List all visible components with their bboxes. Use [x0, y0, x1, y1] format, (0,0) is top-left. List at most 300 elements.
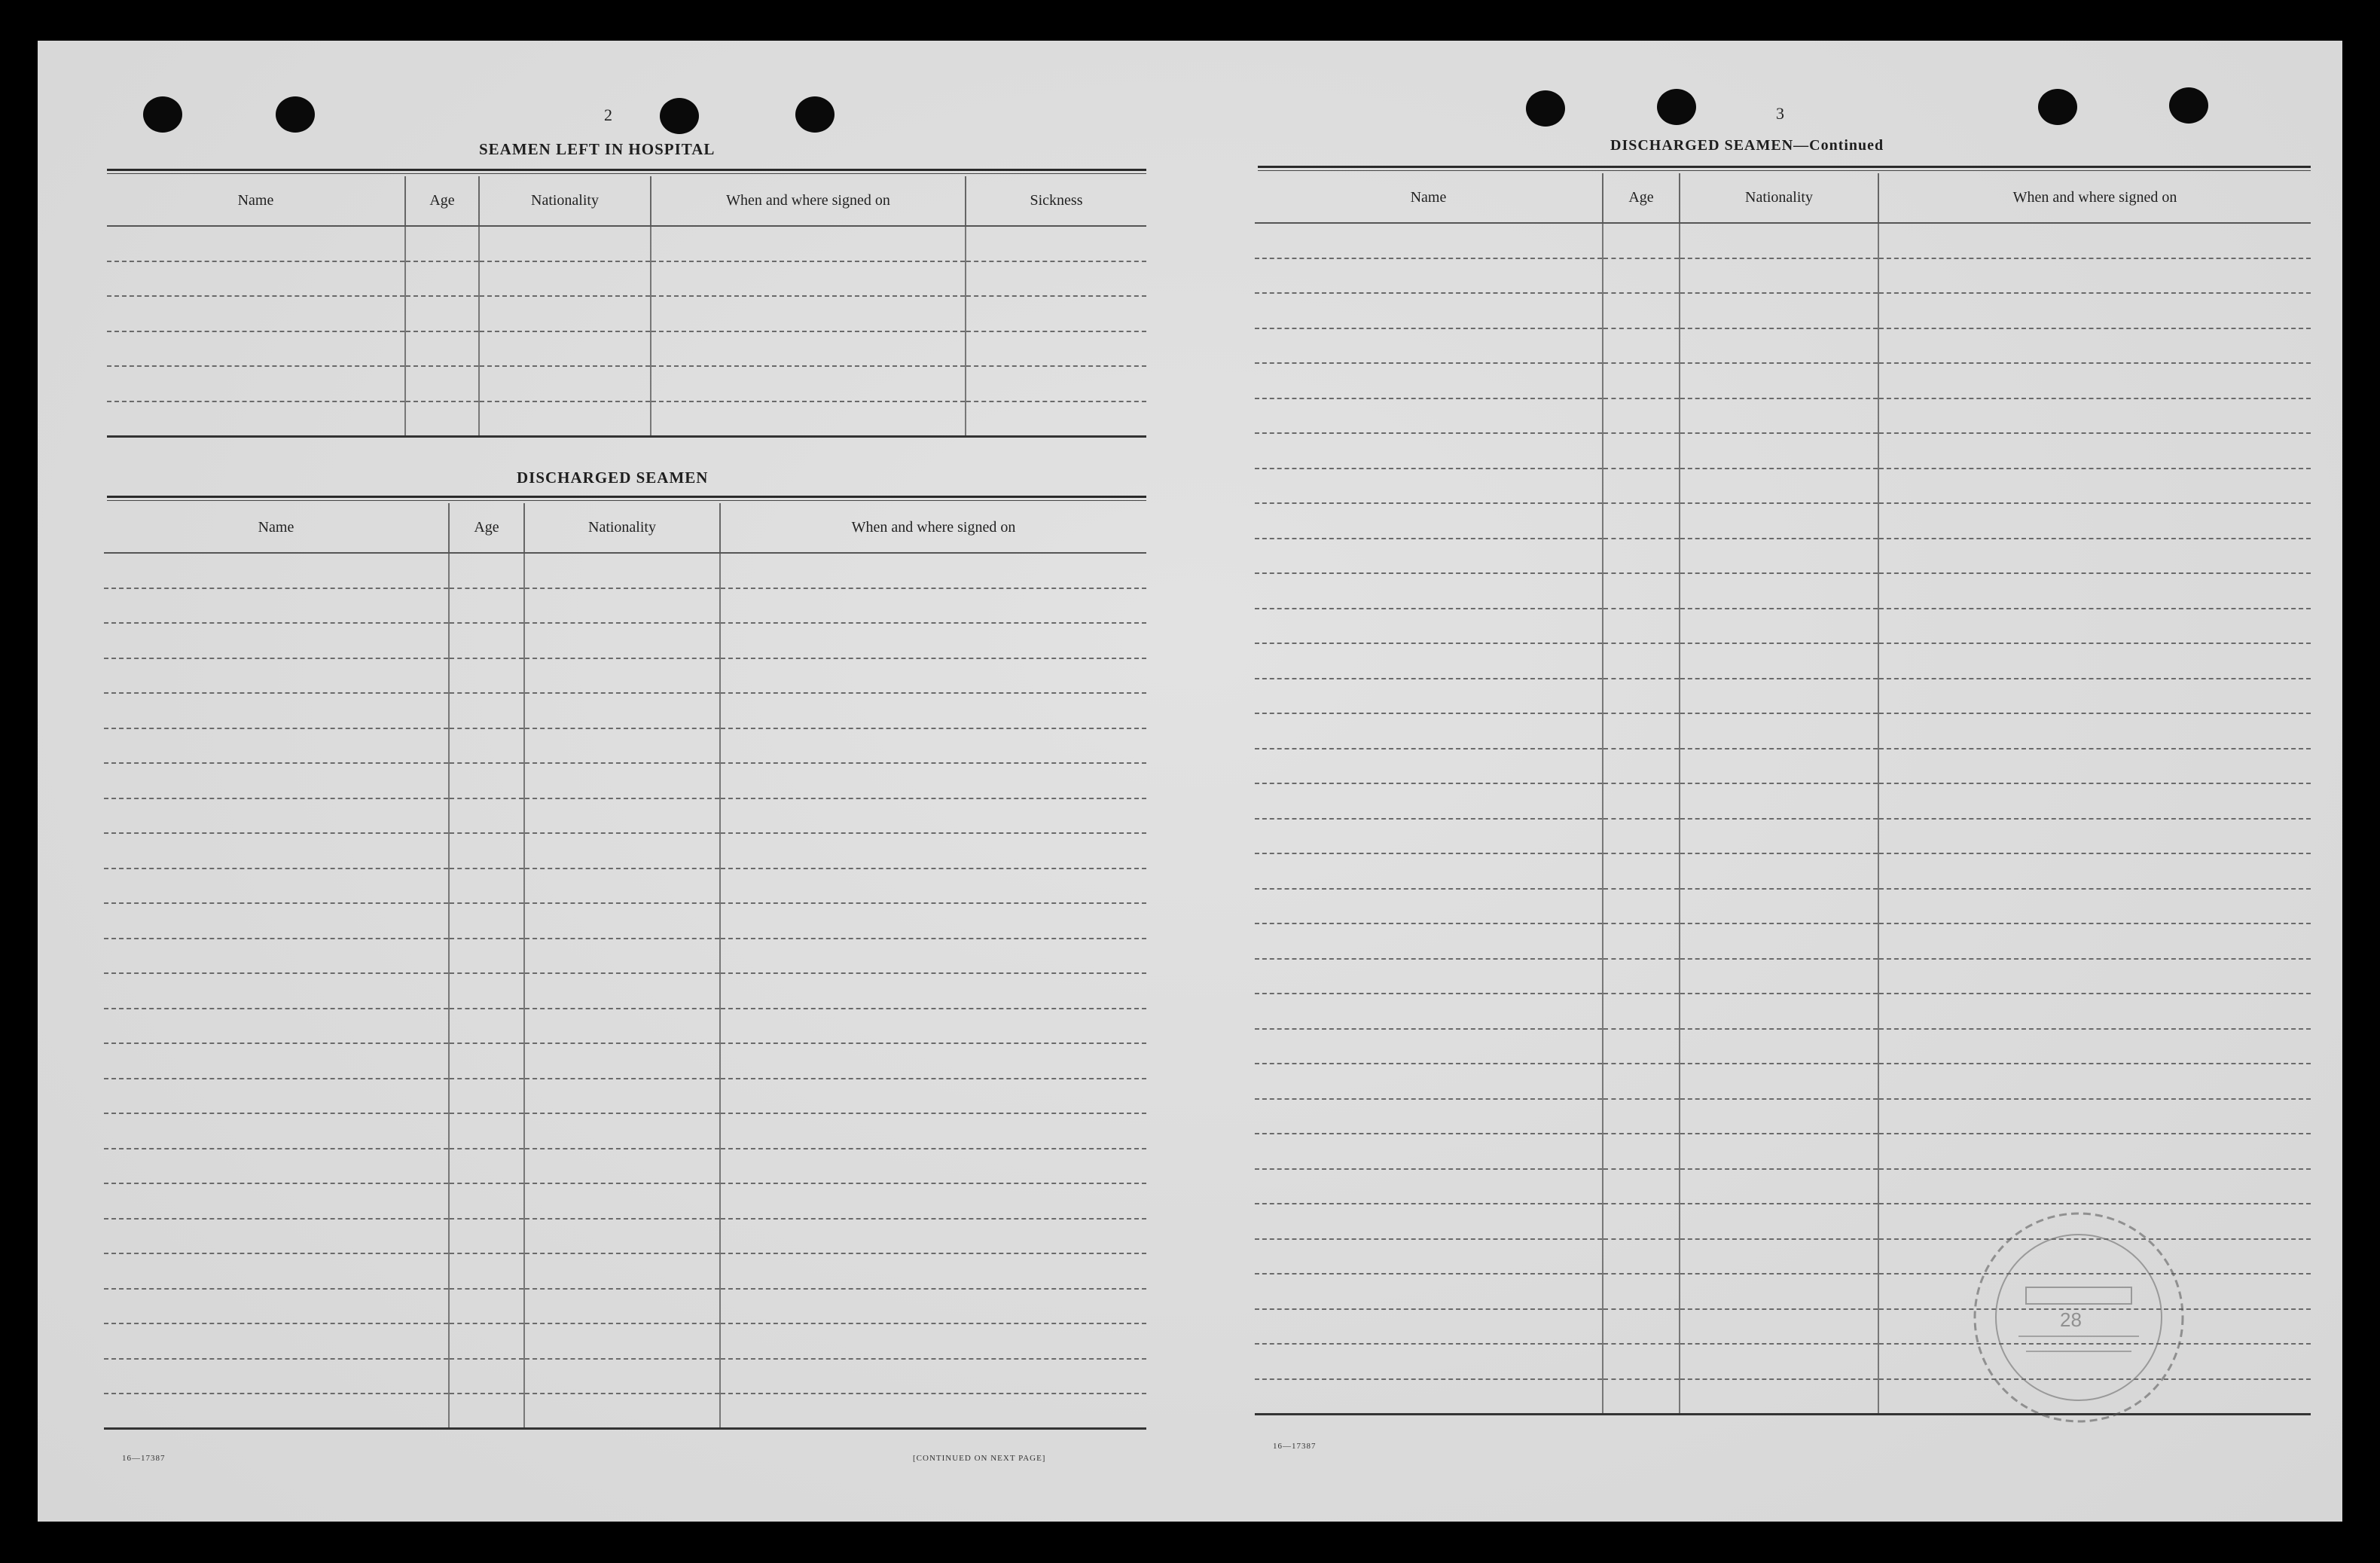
table-cell — [1680, 1344, 1878, 1379]
table-cell — [524, 588, 720, 624]
table-cell — [104, 833, 449, 869]
table-cell — [1255, 1099, 1603, 1134]
table-cell — [966, 401, 1146, 437]
table-cell — [1680, 713, 1878, 749]
table-cell — [720, 1394, 1146, 1429]
table-cell — [1603, 959, 1680, 994]
table-cell — [1680, 923, 1878, 959]
table-row — [107, 261, 1146, 297]
table-cell — [1878, 819, 2311, 854]
table-row — [104, 869, 1146, 904]
table-cell — [1255, 1344, 1603, 1379]
table-row — [1255, 293, 2311, 328]
table-cell — [1878, 1134, 2311, 1169]
table-row — [104, 693, 1146, 728]
table-cell — [1603, 293, 1680, 328]
table-row — [1255, 609, 2311, 644]
table-cell — [524, 763, 720, 798]
column-header-nationality: Nationality — [479, 176, 651, 226]
table-cell — [449, 1219, 524, 1254]
table-row — [104, 833, 1146, 869]
table-row — [1255, 713, 2311, 749]
table-cell — [449, 973, 524, 1009]
table-cell — [720, 1323, 1146, 1359]
table-cell — [1603, 609, 1680, 644]
table-cell — [1255, 1309, 1603, 1345]
table-cell — [524, 553, 720, 588]
table-row — [1255, 469, 2311, 504]
column-header-age: Age — [1603, 173, 1680, 223]
table-row — [1255, 1169, 2311, 1204]
table-cell — [1255, 433, 1603, 469]
table-cell — [1878, 1099, 2311, 1134]
table-cell — [449, 1323, 524, 1359]
table-row — [107, 401, 1146, 437]
table-cell — [524, 1253, 720, 1289]
table-cell — [1255, 1169, 1603, 1204]
table-row — [104, 1219, 1146, 1254]
table-cell — [1603, 503, 1680, 539]
hospital-rows — [107, 226, 1146, 436]
table-row — [1255, 223, 2311, 258]
table-cell — [104, 1289, 449, 1324]
table-cell — [1255, 328, 1603, 364]
table-cell — [1603, 679, 1680, 714]
table-cell — [720, 658, 1146, 694]
table-cell — [1603, 819, 1680, 854]
table-cell — [966, 296, 1146, 331]
hospital-table — [107, 176, 1146, 438]
table-cell — [104, 1323, 449, 1359]
table-cell — [1603, 1204, 1680, 1239]
table-cell — [104, 1079, 449, 1114]
title-rule — [107, 169, 1146, 174]
table-cell — [1680, 853, 1878, 889]
table-row — [104, 939, 1146, 974]
table-cell — [1680, 749, 1878, 784]
table-cell — [104, 1009, 449, 1044]
table-row — [1255, 363, 2311, 398]
table-row — [1255, 819, 2311, 854]
table-cell — [1680, 1099, 1878, 1134]
punch-hole — [2038, 89, 2077, 125]
page-number: 2 — [604, 105, 612, 124]
table-cell — [107, 261, 405, 297]
table-cell — [1680, 1204, 1878, 1239]
table-cell — [966, 366, 1146, 401]
table-cell — [1878, 853, 2311, 889]
table-row — [1255, 328, 2311, 364]
table-row — [104, 1079, 1146, 1114]
table-row — [104, 763, 1146, 798]
table-cell — [1603, 1029, 1680, 1064]
table-cell — [107, 331, 405, 367]
table-cell — [524, 693, 720, 728]
table-cell — [524, 728, 720, 764]
table-cell — [449, 553, 524, 588]
table-cell — [720, 693, 1146, 728]
table-cell — [1603, 1309, 1680, 1345]
table-cell — [1680, 1134, 1878, 1169]
table-cell — [1603, 539, 1680, 574]
title-rule — [1258, 166, 2311, 171]
punch-hole — [795, 96, 835, 133]
table-cell — [449, 658, 524, 694]
table-cell — [1680, 258, 1878, 294]
table-row — [104, 1009, 1146, 1044]
table-cell — [1680, 819, 1878, 854]
table-cell — [1603, 223, 1680, 258]
table-cell — [524, 1043, 720, 1079]
table-row — [1255, 503, 2311, 539]
column-header-age: Age — [449, 503, 524, 553]
table-cell — [104, 1043, 449, 1079]
table-cell — [449, 693, 524, 728]
table-cell — [720, 1079, 1146, 1114]
table-cell — [1680, 643, 1878, 679]
table-cell — [104, 1149, 449, 1184]
table-cell — [1603, 923, 1680, 959]
column-header-signed-on: When and where signed on — [720, 503, 1146, 553]
table-cell — [104, 658, 449, 694]
table-cell — [720, 869, 1146, 904]
table-cell — [524, 869, 720, 904]
table-cell — [1603, 433, 1680, 469]
table-cell — [1680, 398, 1878, 434]
table-cell — [1603, 398, 1680, 434]
table-cell — [1878, 503, 2311, 539]
table-cell — [1603, 1344, 1680, 1379]
table-cell — [104, 763, 449, 798]
table-cell — [405, 261, 479, 297]
table-cell — [449, 1149, 524, 1184]
table-cell — [104, 903, 449, 939]
table-cell — [1680, 959, 1878, 994]
table-row — [104, 658, 1146, 694]
table-cell — [1878, 994, 2311, 1029]
table-row — [1255, 1099, 2311, 1134]
table-row — [104, 1113, 1146, 1149]
table-cell — [1603, 749, 1680, 784]
table-cell — [1878, 643, 2311, 679]
table-cell — [720, 1289, 1146, 1324]
table-cell — [1603, 853, 1680, 889]
table-row — [1255, 258, 2311, 294]
table-cell — [1878, 609, 2311, 644]
table-cell — [1603, 573, 1680, 609]
table-row — [1255, 398, 2311, 434]
table-cell — [449, 1289, 524, 1324]
table-cell — [1680, 469, 1878, 504]
table-cell — [449, 869, 524, 904]
table-cell — [104, 623, 449, 658]
table-cell — [1878, 539, 2311, 574]
table-cell — [104, 1219, 449, 1254]
table-cell — [1255, 1239, 1603, 1275]
table-row — [104, 1253, 1146, 1289]
table-cell — [1680, 1379, 1878, 1415]
table-cell — [1255, 923, 1603, 959]
table-cell — [1878, 573, 2311, 609]
table-cell — [1680, 573, 1878, 609]
table-cell — [1878, 889, 2311, 924]
table-cell — [479, 366, 651, 401]
table-cell — [651, 401, 966, 437]
table-cell — [107, 366, 405, 401]
punch-hole — [143, 96, 182, 133]
table-cell — [1878, 328, 2311, 364]
punch-hole — [2169, 87, 2208, 124]
table-cell — [720, 763, 1146, 798]
table-cell — [449, 1183, 524, 1219]
table-row — [1255, 1134, 2311, 1169]
table-cell — [1255, 783, 1603, 819]
table-cell — [1255, 609, 1603, 644]
table-cell — [1878, 1169, 2311, 1204]
column-header-nationality: Nationality — [524, 503, 720, 553]
table-cell — [1255, 1204, 1603, 1239]
table-cell — [405, 331, 479, 367]
table-cell — [1878, 293, 2311, 328]
table-row — [104, 1359, 1146, 1394]
table-cell — [104, 693, 449, 728]
table-cell — [1680, 223, 1878, 258]
table-cell — [1680, 1064, 1878, 1099]
table-cell — [405, 366, 479, 401]
column-header-name: Name — [107, 176, 405, 226]
table-cell — [479, 296, 651, 331]
table-cell — [1603, 713, 1680, 749]
table-row — [104, 1323, 1146, 1359]
table-cell — [449, 1009, 524, 1044]
punch-hole — [1657, 89, 1696, 125]
table-cell — [720, 1043, 1146, 1079]
table-cell — [104, 939, 449, 974]
table-cell — [1255, 1134, 1603, 1169]
punch-hole — [1526, 90, 1565, 127]
column-header-age: Age — [405, 176, 479, 226]
table-cell — [104, 1113, 449, 1149]
table-row — [1255, 853, 2311, 889]
table-cell — [1255, 889, 1603, 924]
table-cell — [449, 763, 524, 798]
table-cell — [720, 728, 1146, 764]
table-cell — [449, 833, 524, 869]
table-cell — [107, 296, 405, 331]
table-cell — [1255, 713, 1603, 749]
table-row — [1255, 959, 2311, 994]
table-cell — [449, 623, 524, 658]
table-cell — [524, 1183, 720, 1219]
table-row — [1255, 889, 2311, 924]
table-cell — [524, 1323, 720, 1359]
table-cell — [1603, 469, 1680, 504]
table-cell — [720, 623, 1146, 658]
table-row — [1255, 1029, 2311, 1064]
table-cell — [449, 728, 524, 764]
table-cell — [449, 903, 524, 939]
table-cell — [1603, 1169, 1680, 1204]
table-cell — [524, 939, 720, 974]
table-cell — [1878, 679, 2311, 714]
table-cell — [107, 226, 405, 261]
discharged-rows — [104, 553, 1146, 1429]
table-cell — [449, 939, 524, 974]
table-cell — [1603, 258, 1680, 294]
table-cell — [1603, 1064, 1680, 1099]
table-cell — [104, 553, 449, 588]
table-cell — [1603, 363, 1680, 398]
table-row — [1255, 679, 2311, 714]
table-cell — [524, 1113, 720, 1149]
table-cell — [1255, 679, 1603, 714]
stamp-day: 28 — [2060, 1308, 2082, 1331]
table-cell — [524, 1079, 720, 1114]
table-row — [107, 226, 1146, 261]
table-row — [104, 623, 1146, 658]
table-cell — [966, 331, 1146, 367]
table-cell — [720, 588, 1146, 624]
table-cell — [1878, 398, 2311, 434]
table-cell — [104, 588, 449, 624]
port-stamp — [1966, 1204, 2192, 1430]
table-cell — [966, 226, 1146, 261]
table-row — [104, 553, 1146, 588]
table-cell — [104, 728, 449, 764]
table-cell — [1680, 1309, 1878, 1345]
table-cell — [1255, 539, 1603, 574]
table-cell — [104, 869, 449, 904]
table-cell — [479, 261, 651, 297]
table-cell — [1255, 363, 1603, 398]
table-row — [1255, 923, 2311, 959]
table-row — [1255, 749, 2311, 784]
table-cell — [405, 401, 479, 437]
table-cell — [1255, 819, 1603, 854]
punch-hole — [660, 98, 699, 134]
table-cell — [1603, 1134, 1680, 1169]
table-cell — [1878, 959, 2311, 994]
table-cell — [449, 588, 524, 624]
table-cell — [1255, 398, 1603, 434]
table-row — [104, 728, 1146, 764]
table-cell — [524, 833, 720, 869]
discharged-continued-title: DISCHARGED SEAMEN—Continued — [1610, 137, 1884, 154]
table-cell — [104, 1183, 449, 1219]
table-cell — [1680, 363, 1878, 398]
table-cell — [479, 401, 651, 437]
table-cell — [1680, 1239, 1878, 1275]
table-cell — [1255, 223, 1603, 258]
table-row — [104, 1394, 1146, 1429]
table-cell — [449, 1253, 524, 1289]
table-cell — [1878, 749, 2311, 784]
table-cell — [1878, 1064, 2311, 1099]
table-cell — [966, 261, 1146, 297]
punch-hole — [276, 96, 315, 133]
column-header-name: Name — [104, 503, 449, 553]
table-row — [104, 973, 1146, 1009]
table-cell — [1878, 223, 2311, 258]
table-cell — [651, 296, 966, 331]
table-row — [1255, 783, 2311, 819]
table-cell — [524, 1359, 720, 1394]
table-cell — [1603, 1239, 1680, 1275]
form-code: 16—17387 — [1273, 1442, 1317, 1451]
table-cell — [1878, 469, 2311, 504]
table-cell — [107, 401, 405, 437]
discharged-section-title: DISCHARGED SEAMEN — [517, 469, 709, 487]
table-cell — [1680, 433, 1878, 469]
table-row — [104, 798, 1146, 834]
table-cell — [720, 1359, 1146, 1394]
table-cell — [1255, 1029, 1603, 1064]
table-cell — [1255, 853, 1603, 889]
table-row — [1255, 643, 2311, 679]
table-cell — [651, 226, 966, 261]
table-cell — [1255, 503, 1603, 539]
table-cell — [1603, 783, 1680, 819]
table-cell — [720, 1219, 1146, 1254]
table-cell — [1680, 994, 1878, 1029]
table-cell — [720, 833, 1146, 869]
table-cell — [1878, 258, 2311, 294]
table-cell — [1255, 258, 1603, 294]
table-cell — [1255, 1379, 1603, 1415]
table-cell — [720, 1009, 1146, 1044]
table-cell — [524, 798, 720, 834]
table-cell — [104, 1394, 449, 1429]
table-cell — [1255, 1274, 1603, 1309]
form-code: 16—17387 — [122, 1454, 166, 1463]
table-cell — [1878, 1029, 2311, 1064]
table-row — [1255, 539, 2311, 574]
table-cell — [449, 1394, 524, 1429]
table-cell — [1603, 1099, 1680, 1134]
discharged-table — [104, 503, 1146, 1430]
table-cell — [524, 1394, 720, 1429]
table-row — [1255, 433, 2311, 469]
table-row — [107, 296, 1146, 331]
table-cell — [1255, 749, 1603, 784]
table-cell — [104, 798, 449, 834]
table-cell — [1878, 363, 2311, 398]
table-cell — [1603, 994, 1680, 1029]
table-row — [1255, 994, 2311, 1029]
column-header-sickness: Sickness — [966, 176, 1146, 226]
table-cell — [1680, 293, 1878, 328]
table-cell — [1878, 783, 2311, 819]
table-cell — [720, 973, 1146, 1009]
table-cell — [1878, 713, 2311, 749]
table-row — [107, 331, 1146, 367]
table-row — [1255, 573, 2311, 609]
table-cell — [524, 973, 720, 1009]
table-cell — [449, 1043, 524, 1079]
table-cell — [651, 261, 966, 297]
table-row — [104, 1289, 1146, 1324]
table-cell — [524, 1149, 720, 1184]
table-cell — [720, 903, 1146, 939]
table-cell — [1255, 573, 1603, 609]
table-cell — [1255, 293, 1603, 328]
table-cell — [1680, 1029, 1878, 1064]
table-row — [104, 1149, 1146, 1184]
table-row — [104, 903, 1146, 939]
table-row — [107, 366, 1146, 401]
table-cell — [720, 798, 1146, 834]
table-cell — [524, 1289, 720, 1324]
